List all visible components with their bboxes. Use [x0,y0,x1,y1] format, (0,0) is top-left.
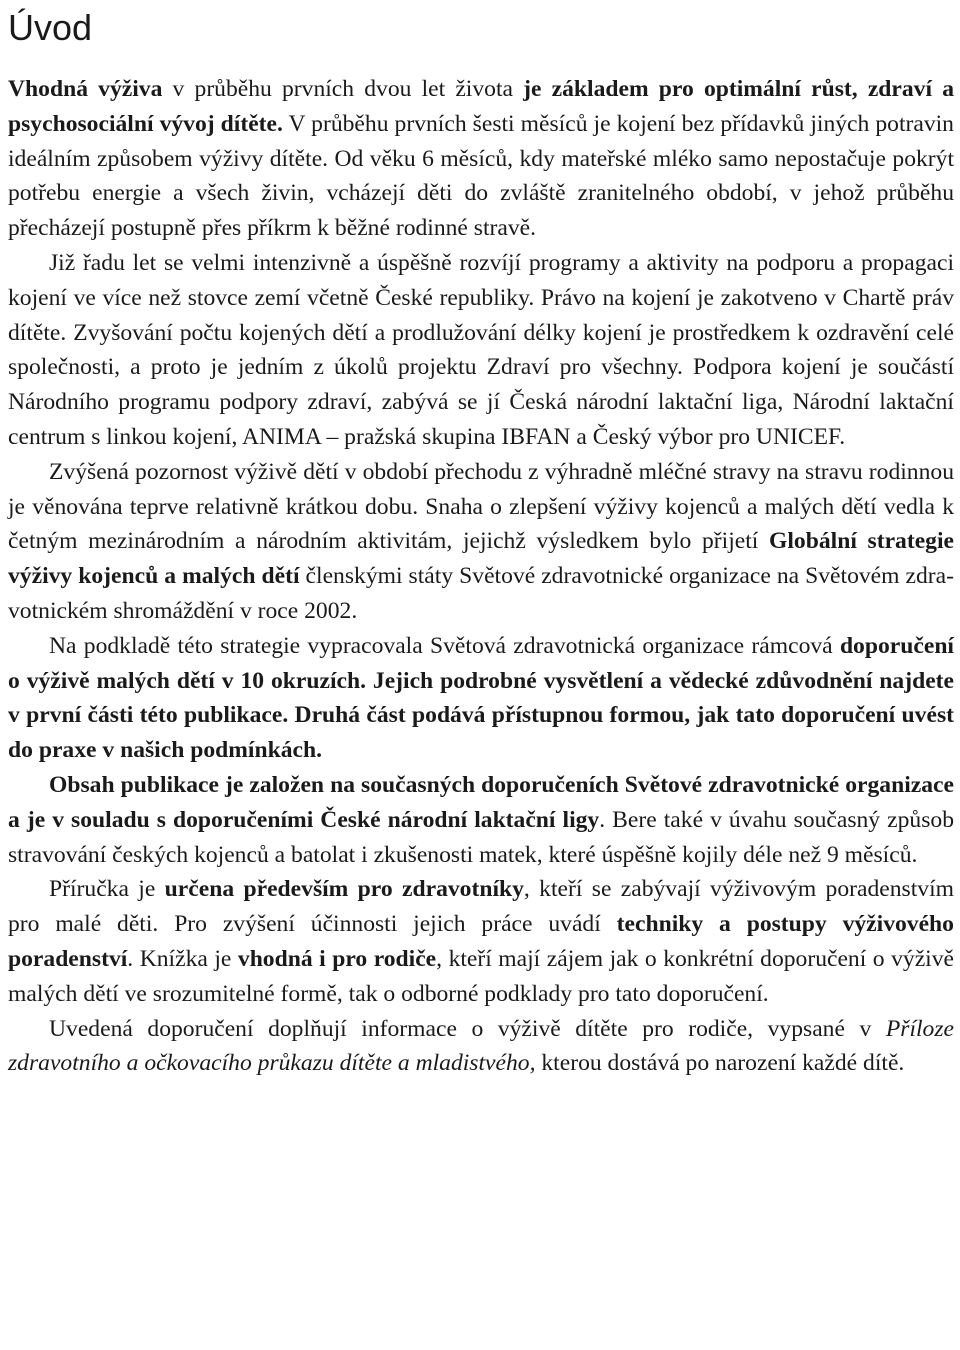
text-run: . Knížka je [127,945,238,972]
paragraph [8,872,954,1011]
text-run: , kteří mají zájem jak o konkrétní doporučení o výživě malých dětí ve srozumitelné formě, tak o odborné podklady pro tato doporučení. [8,945,954,1007]
bold-text: vhodná i pro rodiče [237,945,437,972]
text-run: Uvedená doporučení doplňují informace o výživě dítěte pro rodiče, vypsané v [49,1015,886,1042]
bold-text: Globální strategie výživy kojenců a malých dětí [8,528,954,590]
text-run: V průběhu prvních šesti měsíců je kojení bez přídavků jiných potravin ideálním způsobem výživy dítěte. Od věku 6 měsíců, kdy mateřské mléko samo nepostačuje pokrýt potřebu energie a všech živin, vcházejí děti do zvláště zranitelného období, v jehož průběhu přecházejí postupně přes příkrm k běžné rodinné stravě. [8,110,954,242]
paragraph [8,72,954,246]
bold-text: doporučení o výživě malých dětí v 10 okruzích. Jejich podrobné vysvětlení a vědecké zdůvodnění najdete v první části této publikace. Druhá část podává přístupnou formou, jak tato doporučení uvést do praxe v našich podmínkách. [8,632,954,764]
body-text [8,72,954,1081]
bold-text: techniky a postupy výživového poradenství [8,911,954,972]
bold-text: Vhodná výživa [8,76,163,102]
paragraph [8,455,954,629]
text-run: kterou dostává po narození každé dítě. [535,1050,905,1077]
bold-text: je základem pro optimální růst, zdraví a psychosociální vývoj dítěte. [8,76,954,137]
paragraph [8,1012,954,1082]
text-run: členskými státy Světové zdravotnické organizace na Světovém zdravotnickém shromáždění v roce 2002. [8,563,954,624]
paragraph [8,629,954,768]
text-run: Na podkladě této strategie vypracovala Světová zdravotnická organizace rámcová [49,632,840,659]
paragraph [8,246,954,455]
text-run: Zvýšená pozornost výživě dětí v období přechodu z výhradně mléčné stravy na stravu rodinnou je věnována teprve relativně krátkou dobu. Snaha o zlepšení výživy kojenců a malých dětí vedla k četným mezinárodním a národním aktivitám, jejichž výsledkem bylo přijetí [8,458,954,555]
text-run: Již řadu let se velmi intenzivně a úspěšně rozvíjí programy a aktivity na podporu a propagaci kojení ve více než stovce zemí včetně České republiky. Právo na kojení je zakotveno v Chartě práv dítěte. Zvyšování počtu kojených dětí a prodlužování délky kojení je prostředkem k ozdravění celé společnosti, a proto je jedním z úkolů projektu Zdraví pro všechny. Podpora kojení je součástí Národního programu podpory zdraví, zabývá se jí Česká národní laktační liga, Národní laktační centrum s linkou kojení, ANIMA – pražská skupina IBFAN a Český výbor pro UNICEF. [8,249,954,450]
bold-text: Obsah publikace je založen na současných doporučeních Světové zdravotnické organizace a je v souladu s doporučeními České národní laktační ligy [8,771,954,833]
paragraph [8,768,954,872]
text-run: , kteří se zabývají výživovým poradenstvím pro malé děti. Pro zvýšení účinnosti jejich práce uvádí [8,876,954,938]
text-run: Příručka je [49,876,165,903]
bold-text: určena především pro zdravotníky [164,876,524,903]
text-run: . Bere také v úvahu současný způsob stravování českých kojenců a batolat i zkušenosti matek, které úspěšně kojily déle než 9 měsíců. [8,806,954,868]
page-title: Úvod [8,7,93,48]
text-run: v průběhu prvních dvou let života [162,76,524,102]
document-page [8,0,954,1081]
italic-text: Příloze zdravotního a očkovacího průkazu dítěte a mladistvého, [8,1015,954,1077]
